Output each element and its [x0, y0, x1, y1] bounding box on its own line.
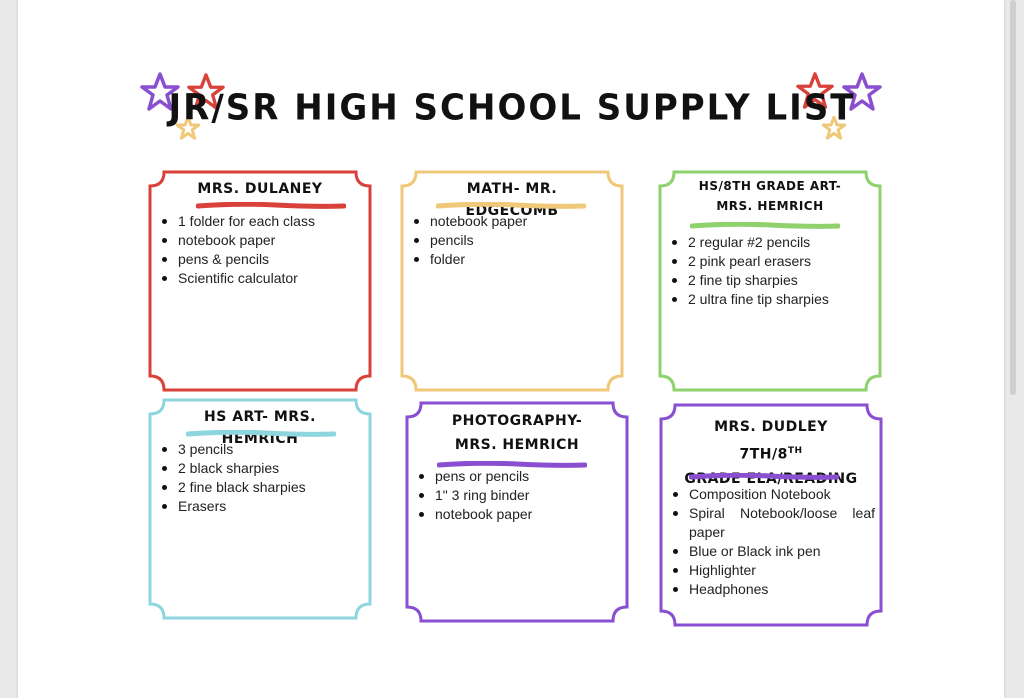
list-item: Spiral Notebook/loose leaf: [689, 505, 875, 521]
list-item: notebook paper: [178, 231, 364, 250]
card-heading-superscript: TH: [787, 446, 803, 456]
list-item: 1" 3 ring binder: [435, 486, 621, 505]
list-item: 1 folder for each class: [178, 212, 364, 231]
list-item: Blue or Black ink pen: [689, 542, 875, 561]
list-item: 2 ultra fine tip sharpies: [688, 290, 874, 309]
list-item: Composition Notebook: [689, 485, 875, 504]
card-heading: MATH- MR. EDGECOMB: [465, 181, 559, 219]
supply-list: [430, 212, 616, 269]
brush-stroke: [196, 202, 346, 210]
card-heading-line1: MRS. DUDLEY 7TH/8: [714, 419, 828, 463]
card-hs-art-mrs-hemrich: [148, 398, 372, 620]
list-item: Headphones: [689, 580, 875, 599]
supply-list: [688, 233, 874, 309]
brush-stroke: [436, 202, 586, 210]
list-item: Highlighter: [689, 561, 875, 580]
card-heading: HS/8TH GRADE ART- MRS. HEMRICH: [698, 179, 842, 213]
card-heading-line2: GRADE ELA/READING: [684, 470, 858, 487]
list-item: Scientific calculator: [178, 269, 364, 288]
list-item: 2 regular #2 pencils: [688, 233, 874, 252]
list-item: folder: [430, 250, 616, 269]
list-item: pens & pencils: [178, 250, 364, 269]
supply-list: [178, 212, 364, 288]
card-mrs-dulaney: [148, 170, 372, 392]
card-heading: PHOTOGRAPHY- MRS. HEMRICH: [451, 413, 583, 453]
card-photography-mrs-hemrich: [405, 401, 629, 623]
list-item: notebook paper: [430, 212, 616, 231]
page-title: JR/SR HIGH SCHOOL SUPPLY LIST: [168, 87, 856, 129]
card-heading: MRS. DULANEY: [197, 181, 323, 197]
list-item: 2 fine black sharpies: [178, 478, 364, 497]
list-item: 2 fine tip sharpies: [688, 271, 874, 290]
brush-stroke: [690, 222, 840, 230]
supply-list: [178, 440, 364, 516]
list-item: 2 pink pearl erasers: [688, 252, 874, 271]
brush-stroke: [186, 430, 336, 438]
card-heading: HS ART- MRS. HEMRICH: [204, 409, 316, 447]
list-item: notebook paper: [435, 505, 621, 524]
supply-list: [689, 485, 875, 599]
card-hs-8th-grade-art: [658, 170, 882, 392]
list-item: 2 black sharpies: [178, 459, 364, 478]
vertical-scrollbar[interactable]: [1010, 0, 1016, 395]
brush-stroke: [689, 473, 839, 481]
supply-list: [435, 467, 621, 524]
list-item: 3 pencils: [178, 440, 364, 459]
list-item: Erasers: [178, 497, 364, 516]
list-item-continuation: paper: [689, 524, 725, 540]
list-item: pens or pencils: [435, 467, 621, 486]
list-item: pencils: [430, 231, 616, 250]
card-math-mr-edgecomb: [400, 170, 624, 392]
card-mrs-dudley-ela: [659, 403, 883, 627]
